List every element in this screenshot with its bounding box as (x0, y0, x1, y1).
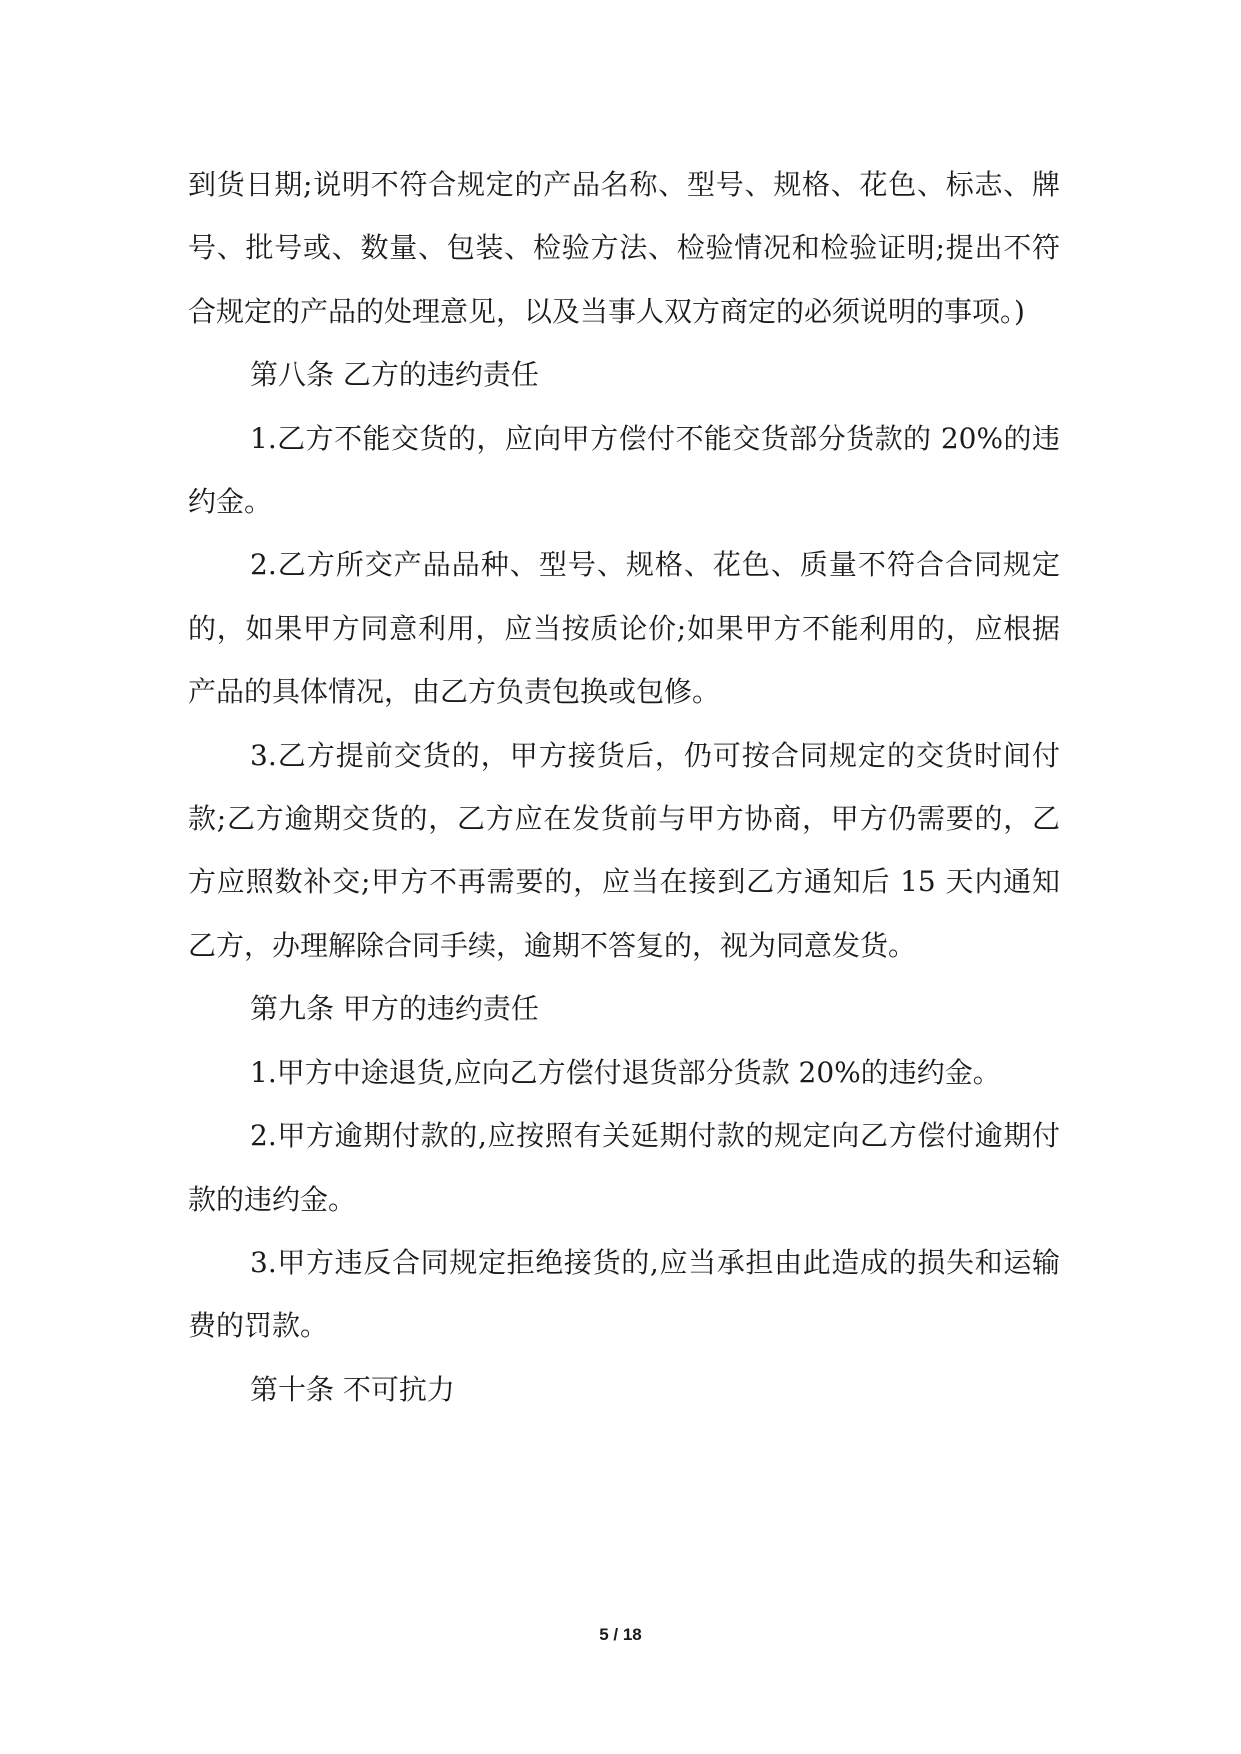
paragraph-inspection-details: 到货日期;说明不符合规定的产品名称、型号、规格、花色、标志、牌号、批号或、数量、包装、检验方法、检验情况和检验证明;提出不符合规定的产品的处理意见，以及当事人双方商定的必须说明的事项。) (188, 168, 1060, 328)
page-number: 5 / 18 (599, 1625, 642, 1644)
clause-9-3: 3.甲方违反合同规定拒绝接货的,应当承担由此造成的损失和运输费的罚款。 (188, 1245, 1060, 1343)
document-body (188, 153, 1060, 1421)
clause-8-1: 1.乙方不能交货的，应向甲方偿付不能交货部分货款的 20%的违约金。 (188, 421, 1060, 519)
clause-9-1: 1.甲方中途退货,应向乙方偿付退货部分货款 20%的违约金。 (250, 1055, 1001, 1089)
heading-article-8: 第八条 乙方的违约责任 (250, 358, 539, 392)
clause-8-3: 3.乙方提前交货的，甲方接货后，仍可按合同规定的交货时间付款;乙方逾期交货的，乙方应在发货前与甲方协商，甲方仍需要的，乙方应照数补交;甲方不再需要的，应当在接到乙方通知后 15 天内通知乙方，办理解除合同手续，逾期不答复的，视为同意发货。 (188, 738, 1060, 962)
clause-9-2: 2.甲方逾期付款的,应按照有关延期付款的规定向乙方偿付逾期付款的违约金。 (188, 1119, 1060, 1216)
heading-article-10: 第十条 不可抗力 (250, 1372, 455, 1406)
heading-article-9: 第九条 甲方的违约责任 (250, 992, 539, 1026)
clause-8-2: 2.乙方所交产品品种、型号、规格、花色、质量不符合合同规定的，如果甲方同意利用，应当按质论价;如果甲方不能利用的，应根据产品的具体情况，由乙方负责包换或包修。 (188, 548, 1060, 709)
